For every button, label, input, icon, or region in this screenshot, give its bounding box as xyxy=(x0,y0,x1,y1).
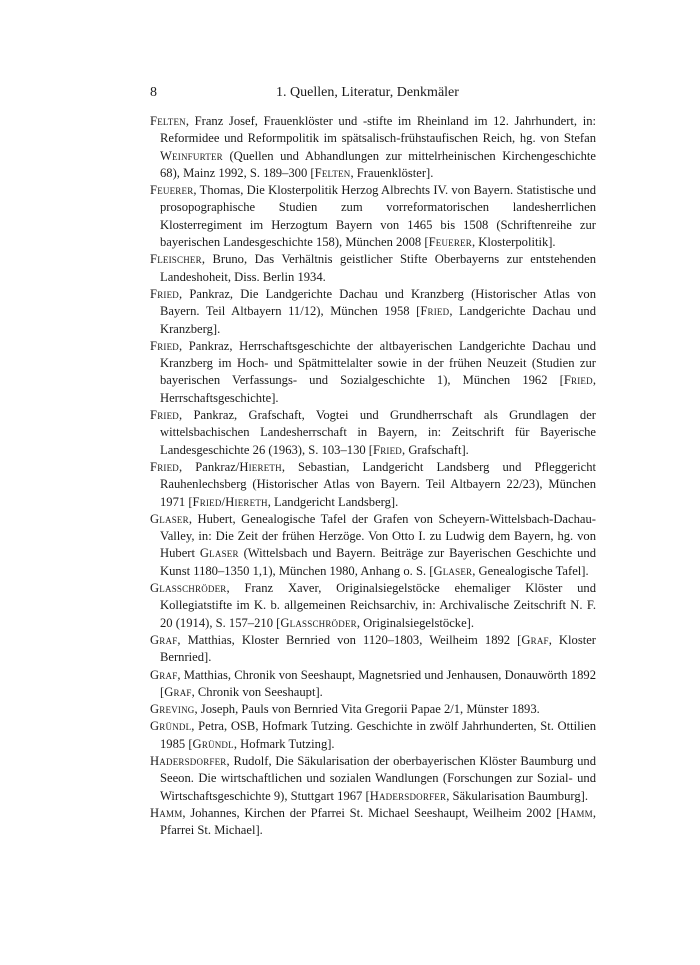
author-name: Graf xyxy=(150,632,178,647)
running-title: 1. Quellen, Literatur, Denkmäler xyxy=(276,85,459,100)
author-name: Fried/Hiereth xyxy=(192,494,268,509)
author-name: Glasschröder xyxy=(280,615,357,630)
author-name: Fried xyxy=(420,304,450,319)
author-name: Hamm xyxy=(560,805,593,820)
author-name: Hamm xyxy=(150,805,183,820)
entry-text: , Pfarrei St. Michael]. xyxy=(160,805,596,838)
entry-text: , Herrschaftsgeschichte]. xyxy=(160,373,596,405)
bibliography-entry xyxy=(150,718,596,753)
entry-text: , Rudolf, Die Säkularisation der oberbayerischen Klöster Baumburg und Seeon. Die wirtschaftlichen und sozialen Wandlungen (Forschungen zur Sozial- und Wirtschaftsgeschichte 9), Stuttgart 1967 [ xyxy=(160,753,596,803)
entry-text: , Landgerichte Dachau und Kranzberg]. xyxy=(160,304,597,336)
author-name: Felten xyxy=(150,114,186,128)
bibliography-entry xyxy=(150,338,596,407)
author-name: Feuerer xyxy=(150,183,194,198)
entry-text: , Joseph, Pauls von Bernried Vita Gregorii Papae 2/1, Münster 1893. xyxy=(194,702,540,717)
entry-text: , Matthias, Kloster Bernried von 1120–1803, Weilheim 1892 [ xyxy=(177,632,522,647)
bibliography-entry xyxy=(150,511,596,580)
entry-text: , Pankraz, Grafschaft, Vogtei und Grundherrschaft als Grundlagen der wittelsbachischen Landesherrschaft in Bayern, in: Zeitschrift für Bayerische Landesgeschichte 26 (1963), S. 103–130 [ xyxy=(160,408,596,457)
bibliography-entry xyxy=(150,113,596,182)
entry-text: , Franz Xaver, Originalsiegelstöcke ehemaliger Klöster und Kollegiatstifte im K. b. allgemeinen Reichsarchiv, in: Archivalische Zeitschrift N. F. 20 (1914), S. 157–210 [ xyxy=(160,581,596,630)
entry-text: , Säkularisation Baumburg]. xyxy=(446,788,588,803)
bibliography-list xyxy=(150,113,596,839)
author-name: Fleischer xyxy=(150,252,202,267)
author-name: Fried xyxy=(373,442,403,457)
author-name: Graf xyxy=(164,684,192,699)
author-name: Hiereth xyxy=(239,459,282,474)
author-name: Fried xyxy=(150,408,180,423)
bibliography-entry xyxy=(150,701,596,718)
entry-text: , Landgericht Landsberg]. xyxy=(267,494,399,509)
author-name: Graf xyxy=(150,667,178,682)
entry-text: , Frauenklöster]. xyxy=(350,165,434,180)
bibliography-entry xyxy=(150,407,596,459)
author-name: Graf xyxy=(521,632,549,647)
entry-text: , Kloster Bernried]. xyxy=(160,632,597,665)
bibliography-entry xyxy=(150,251,596,286)
entry-text: , Originalsiegelstöcke]. xyxy=(356,615,475,630)
author-name: Fried xyxy=(150,286,180,301)
entry-text: , Sebastian, Landgericht Landsberg und Pfleggericht Rauhenlechsberg (Historischer Atlas von Bayern. Teil Altbayern 22/23), München 1971 [ xyxy=(160,459,596,509)
bibliography-entry xyxy=(150,667,596,702)
bibliography-entry xyxy=(150,632,596,667)
author-name: Hadersdorfer xyxy=(150,753,227,768)
author-name: Glaser xyxy=(433,563,473,578)
author-name: Feuerer xyxy=(428,235,472,250)
entry-text: , Thomas, Die Klosterpolitik Herzog Albrechts IV. von Bayern. Statistische und prosopographische Studien zum vorreformatorischen landesherrlichen Klosterregiment im Herzogtum Bayern von 1465 bis 1508 (Schriftenreihe zur bayerischen Landesgeschichte 158), München 2008 [ xyxy=(160,183,596,250)
author-name: Greving xyxy=(150,702,195,717)
author-name: Glaser xyxy=(150,511,189,526)
entry-text: , Bruno, Das Verhältnis geistlicher Stifte Oberbayerns zur entstehenden Landeshoheit, Diss. Berlin 1934. xyxy=(160,252,596,284)
author-name: Gründl xyxy=(192,736,234,751)
entry-text: , Hubert, Genealogische Tafel der Grafen von Scheyern-Wittelsbach-Dachau-Valley, in: Die Zeit der frühen Herzöge. Von Otto I. zu Ludwig dem Bayern, hg. von Hubert xyxy=(160,511,596,561)
page-number: 8 xyxy=(150,85,157,100)
entry-text: , Franz Josef, Frauenklöster und -stifte im Rheinland im 12. Jahrhundert, in: Reformidee und Reformpolitik im spätsalisch-frühstaufischen Reich, hg. von Stefan xyxy=(160,114,596,146)
author-name: Hadersdorfer xyxy=(369,788,447,803)
entry-text: (Quellen und Abhandlungen zur mittelrheinischen Kirchengeschichte 68), Mainz 1992, S. 189–300 [ xyxy=(160,148,596,180)
entry-text: , Grafschaft]. xyxy=(402,442,469,457)
entry-text: , Genealogische Tafel]. xyxy=(472,563,589,578)
bibliography-entry xyxy=(150,459,596,511)
author-name: Glaser xyxy=(199,546,239,561)
bibliography-entry xyxy=(150,286,596,338)
entry-text: , Hofmark Tutzing]. xyxy=(233,736,335,751)
author-name: Fried xyxy=(150,338,180,353)
entry-text: , Matthias, Chronik von Seeshaupt, Magnetsried und Jenhausen, Donauwörth 1892 [ xyxy=(160,667,596,699)
author-name: Glasschröder xyxy=(150,581,227,596)
bibliography-entry xyxy=(150,580,596,632)
entry-text: , Johannes, Kirchen der Pfarrei St. Michael Seeshaupt, Weilheim 2002 [ xyxy=(182,805,561,820)
bibliography-entry xyxy=(150,753,596,805)
entry-text: , Pankraz, Die Landgerichte Dachau und Kranzberg (Historischer Atlas von Bayern. Teil Altbayern 11/12), München 1958 [ xyxy=(160,286,596,319)
entry-text: , Pankraz/ xyxy=(179,459,240,474)
entry-text: (Wittelsbach und Bayern. Beiträge zur Bayerischen Geschichte und Kunst 1180–1350 1,1), München 1980, Anhang o. S. [ xyxy=(160,546,597,578)
bibliography-entry xyxy=(150,182,596,251)
author-name: Weinfurter xyxy=(160,148,223,163)
author-name: Felten xyxy=(314,165,351,180)
author-name: Gründl xyxy=(150,719,192,734)
entry-text: , Petra, OSB, Hofmark Tutzing. Geschichte in zwölf Jahrhunderten, St. Ottilien 1985 [ xyxy=(160,719,596,751)
entry-text: , Klosterpolitik]. xyxy=(471,235,556,250)
entry-text: , Chronik von Seeshaupt]. xyxy=(191,684,323,699)
author-name: Fried xyxy=(563,373,593,388)
entry-text: , Pankraz, Herrschaftsgeschichte der altbayerischen Landgerichte Dachau und Kranzberg im Hoch- und Spätmittelalter sowie in der frühen Neuzeit (Studien zur bayerischen Verfassungs- und Sozialgeschichte 1), München 1962 [ xyxy=(160,338,596,388)
author-name: Fried xyxy=(150,459,180,474)
bibliography-entry xyxy=(150,805,596,840)
